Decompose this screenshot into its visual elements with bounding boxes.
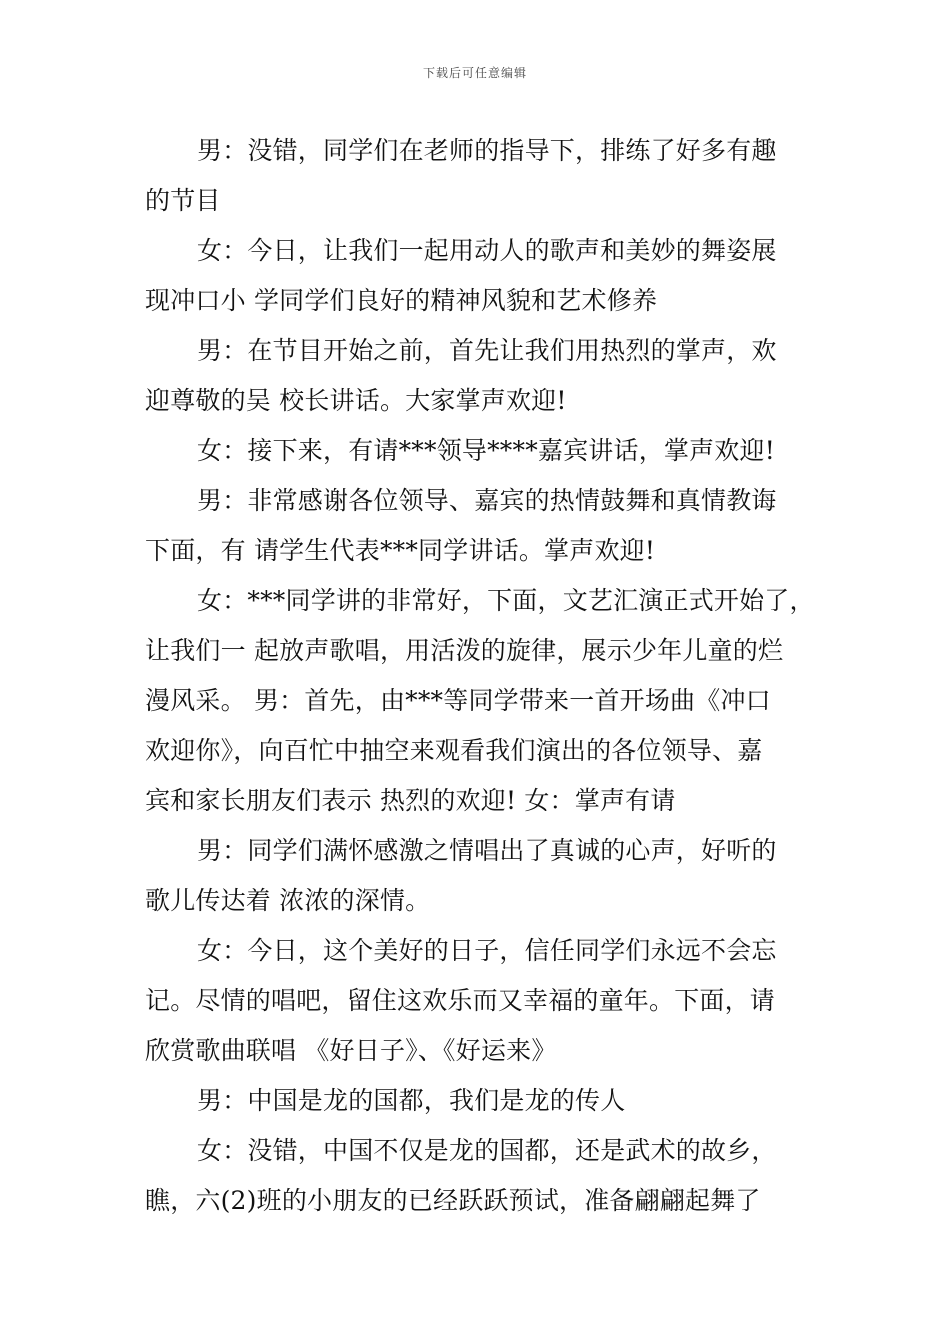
text-line: 歌儿传达着 浓浓的深情。 bbox=[145, 886, 431, 915]
text-line: 女：今日，让我们一起用动人的歌声和美妙的舞姿展 bbox=[197, 236, 777, 265]
text-line: 女：没错，中国不仅是龙的国都，还是武术的故乡， bbox=[197, 1136, 777, 1165]
text-line: 男：中国是龙的国都，我们是龙的传人 bbox=[197, 1086, 626, 1115]
document-body bbox=[145, 126, 815, 1226]
text-line: 记。尽情的唱吧，留住这欢乐而又幸福的童年。下面，请 bbox=[145, 986, 776, 1015]
text-line: 让我们一 起放声歌唱，用活泼的旋律，展示少年儿童的烂 bbox=[145, 636, 784, 665]
text-line: 欢迎你》，向百忙中抽空来观看我们演出的各位领导、嘉 bbox=[145, 736, 763, 765]
text-line: 男：在节目开始之前，首先让我们用热烈的掌声，欢 bbox=[197, 336, 777, 365]
text-line: 欣赏歌曲联唱 《好日子》、《好运来》 bbox=[145, 1036, 557, 1065]
text-line: 女：***同学讲的非常好，下面，文艺汇演正式开始了， bbox=[197, 586, 815, 615]
text-line: 男：非常感谢各位领导、嘉宾的热情鼓舞和真情教诲 bbox=[197, 486, 777, 515]
text-line: 宾和家长朋友们表示 热烈的欢迎! 女：掌声有请 bbox=[145, 786, 676, 815]
text-line: 迎尊敬的吴 校长讲话。大家掌声欢迎! bbox=[145, 386, 567, 415]
page-header-note: 下载后可任意编辑 bbox=[422, 66, 527, 80]
text-line: 女：接下来，有请***领导****嘉宾讲话，掌声欢迎! bbox=[197, 436, 775, 465]
text-line: 漫风采。 男：首先，由***等同学带来一首开场曲《冲口 bbox=[145, 686, 771, 715]
text-line: 现冲口小 学同学们良好的精神风貌和艺术修养 bbox=[145, 286, 658, 315]
text-line: 下面，有 请学生代表***同学讲话。掌声欢迎! bbox=[145, 536, 656, 565]
text-line: 的节目 bbox=[145, 186, 221, 215]
text-line: 男：同学们满怀感激之情唱出了真诚的心声，好听的 bbox=[197, 836, 777, 865]
text-line: 瞧，六(2)班的小朋友的已经跃跃预试，准备翩翩起舞了 bbox=[145, 1186, 761, 1215]
text-line: 男：没错，同学们在老师的指导下，排练了好多有趣 bbox=[197, 136, 777, 165]
text-line: 女：今日，这个美好的日子，信任同学们永远不会忘 bbox=[197, 936, 777, 965]
